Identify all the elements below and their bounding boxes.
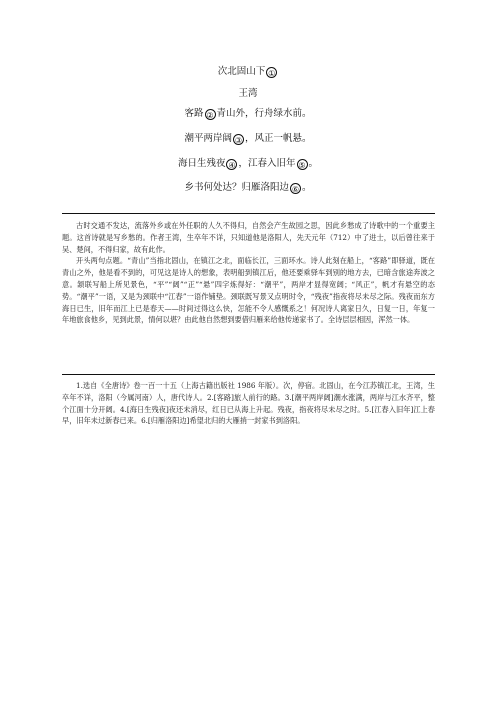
footnote-marker: ④: [228, 161, 236, 170]
commentary-paragraph: 开头两句点题。“青山”当指北固山，在镇江之北，面临长江，三面环水。诗人此刻在船上，“客路”即驿道，既在青山之外，他是看不到的，可见这是诗人的想象，表明船到镇江后，他还要乘驿车到别的地方去，已暗含旅途奔波之意。颔联写船上所见景色，“平”“阔”“正”“悬”四字炼得好：“潮平”，两岸才显得宽阔；“风正”，帆才有悬空的态势。“潮平”一语，又是为颈联中“江春”一语作铺垫。颈联既写景又点明时令，“残夜”指夜将尽未尽之际。残夜而东方海日已生，旧年而江上已是春天——时间过得这么快，怎能不令人感慨系之！何况诗人离家日久，日复一日，年复一年地旅食他乡，见到此景，情何以堪？由此他自然想到要借归雁来给他传递家书了。全诗层层相因，浑然一体。: [62, 256, 435, 325]
poem-title: 次北固山下 ①: [217, 66, 276, 78]
poem-line: 海日生残夜 ④ ，江春入旧年 ⑤ 。: [177, 158, 319, 170]
divider: [62, 374, 435, 375]
poem-line: 乡书何处达？归雁洛阳边 ⑥ 。: [184, 182, 312, 194]
footnote-marker: ②: [206, 111, 214, 120]
poem-line: 潮平两岸阔 ③ ，风正一帆悬。: [184, 133, 312, 145]
footnotes: [62, 380, 435, 427]
commentary: [62, 220, 435, 326]
divider: [62, 213, 435, 214]
footnote-marker: ⑤: [298, 161, 306, 170]
commentary-paragraph: 古时交通不发达，流落外乡或在外任职的人久不得归，自然会产生故园之思，因此乡愁成了诗歌中的一个重要主题。这首诗就是写乡愁的。作者王湾，生卒年不详，只知道他是洛阳人，先天元年（712）中了进士，以后曾往来于吴、楚间，不得归家，故有此作。: [62, 221, 435, 254]
footnote-marker: ⑥: [291, 185, 300, 194]
poem-author: 王湾: [238, 88, 258, 99]
footnote-marker: ①: [268, 69, 276, 78]
poem-line: 客路 ② 青山外，行舟绿水前。: [184, 108, 312, 120]
footnotes-text: 1.选自《全唐诗》卷一百一十五（上海古籍出版社 1986 年版）。次，停宿。北固山，在今江苏镇江北，王湾，生卒年不详，洛阳（今属河南）人，唐代诗人。2.[客路]旅人前行的路。3.[潮平两岸阔]潮水涨满，两岸与江水齐平，整个江面十分开阔。4.[海日生残夜]夜还未消尽，红日已从海上升起。残夜，指夜将尽未尽之时。5.[江春入旧年]江上春早，旧年未过新春已来。6.[归雁洛阳边]希望北归的大雁捎一封家书到洛阳。: [62, 381, 435, 426]
footnote-marker: ③: [234, 136, 243, 145]
